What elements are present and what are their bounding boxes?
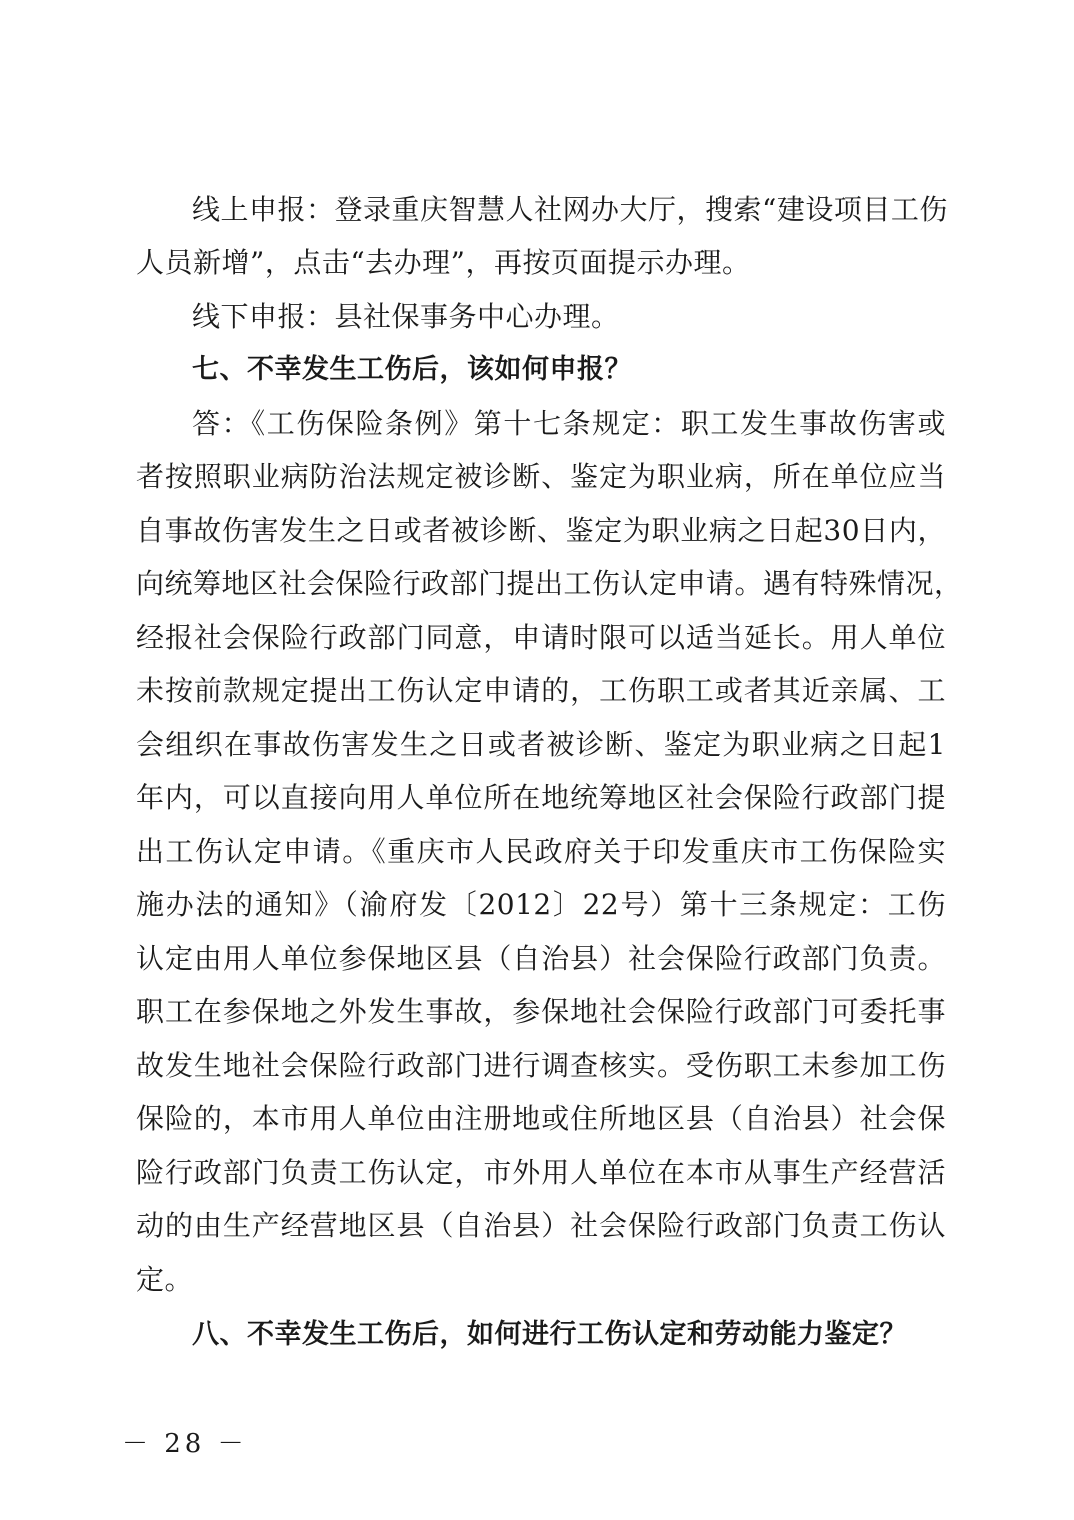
answer-line-7: 会组织在事故伤害发生之日或者被诊断、鉴定为职业病之日起1 [136,728,946,761]
answer-line-14: 保险的，本市用人单位由注册地或住所地区县（自治县）社会保 [136,1102,946,1135]
section-heading-8: 八、不幸发生工伤后，如何进行工伤认定和劳动能力鉴定？ [192,1319,907,1350]
paragraph-offline-declaration: 线下申报：县社保事务中心办理。 [192,300,620,333]
answer-line-13: 故发生地社会保险行政部门进行调查核实。受伤职工未参加工伤 [136,1049,946,1082]
answer-line-12: 职工在参保地之外发生事故，参保地社会保险行政部门可委托事 [136,995,946,1028]
answer-line-16: 动的由生产经营地区县（自治县）社会保险行政部门负责工伤认 [136,1209,946,1242]
answer-line-4: 向统筹地区社会保险行政部门提出工伤认定申请。遇有特殊情况， [136,567,963,600]
answer-line-2: 者按照职业病防治法规定被诊断、鉴定为职业病，所在单位应当 [136,460,946,493]
answer-line-11: 认定由用人单位参保地区县（自治县）社会保险行政部门负责。 [136,942,946,975]
answer-line-10: 施办法的通知》（渝府发〔2012〕22号）第十三条规定：工伤 [136,888,946,921]
section-heading-7: 七、不幸发生工伤后，该如何申报？ [192,354,632,385]
paragraph-online-declaration-line-1: 线上申报：登录重庆智慧人社网办大厅，搜索“建设项目工伤 [192,193,948,226]
page-number: － 28 － [122,1429,248,1459]
paragraph-online-declaration-line-2: 人员新增”，点击“去办理”，再按页面提示办理。 [136,246,751,279]
answer-line-9: 出工伤认定申请。《重庆市人民政府关于印发重庆市工伤保险实 [136,835,946,868]
answer-line-5: 经报社会保险行政部门同意，申请时限可以适当延长。用人单位 [136,621,946,654]
answer-line-17: 定。 [136,1263,194,1296]
answer-line-15: 险行政部门负责工伤认定，市外用人单位在本市从事生产经营活 [136,1156,946,1189]
answer-line-6: 未按前款规定提出工伤认定申请的，工伤职工或者其近亲属、工 [136,674,946,707]
answer-line-1: 答：《工伤保险条例》第十七条规定：职工发生事故伤害或 [192,407,946,440]
answer-line-3: 自事故伤害发生之日或者被诊断、鉴定为职业病之日起30日内， [136,514,946,547]
answer-line-8: 年内，可以直接向用人单位所在地统筹地区社会保险行政部门提 [136,781,946,814]
